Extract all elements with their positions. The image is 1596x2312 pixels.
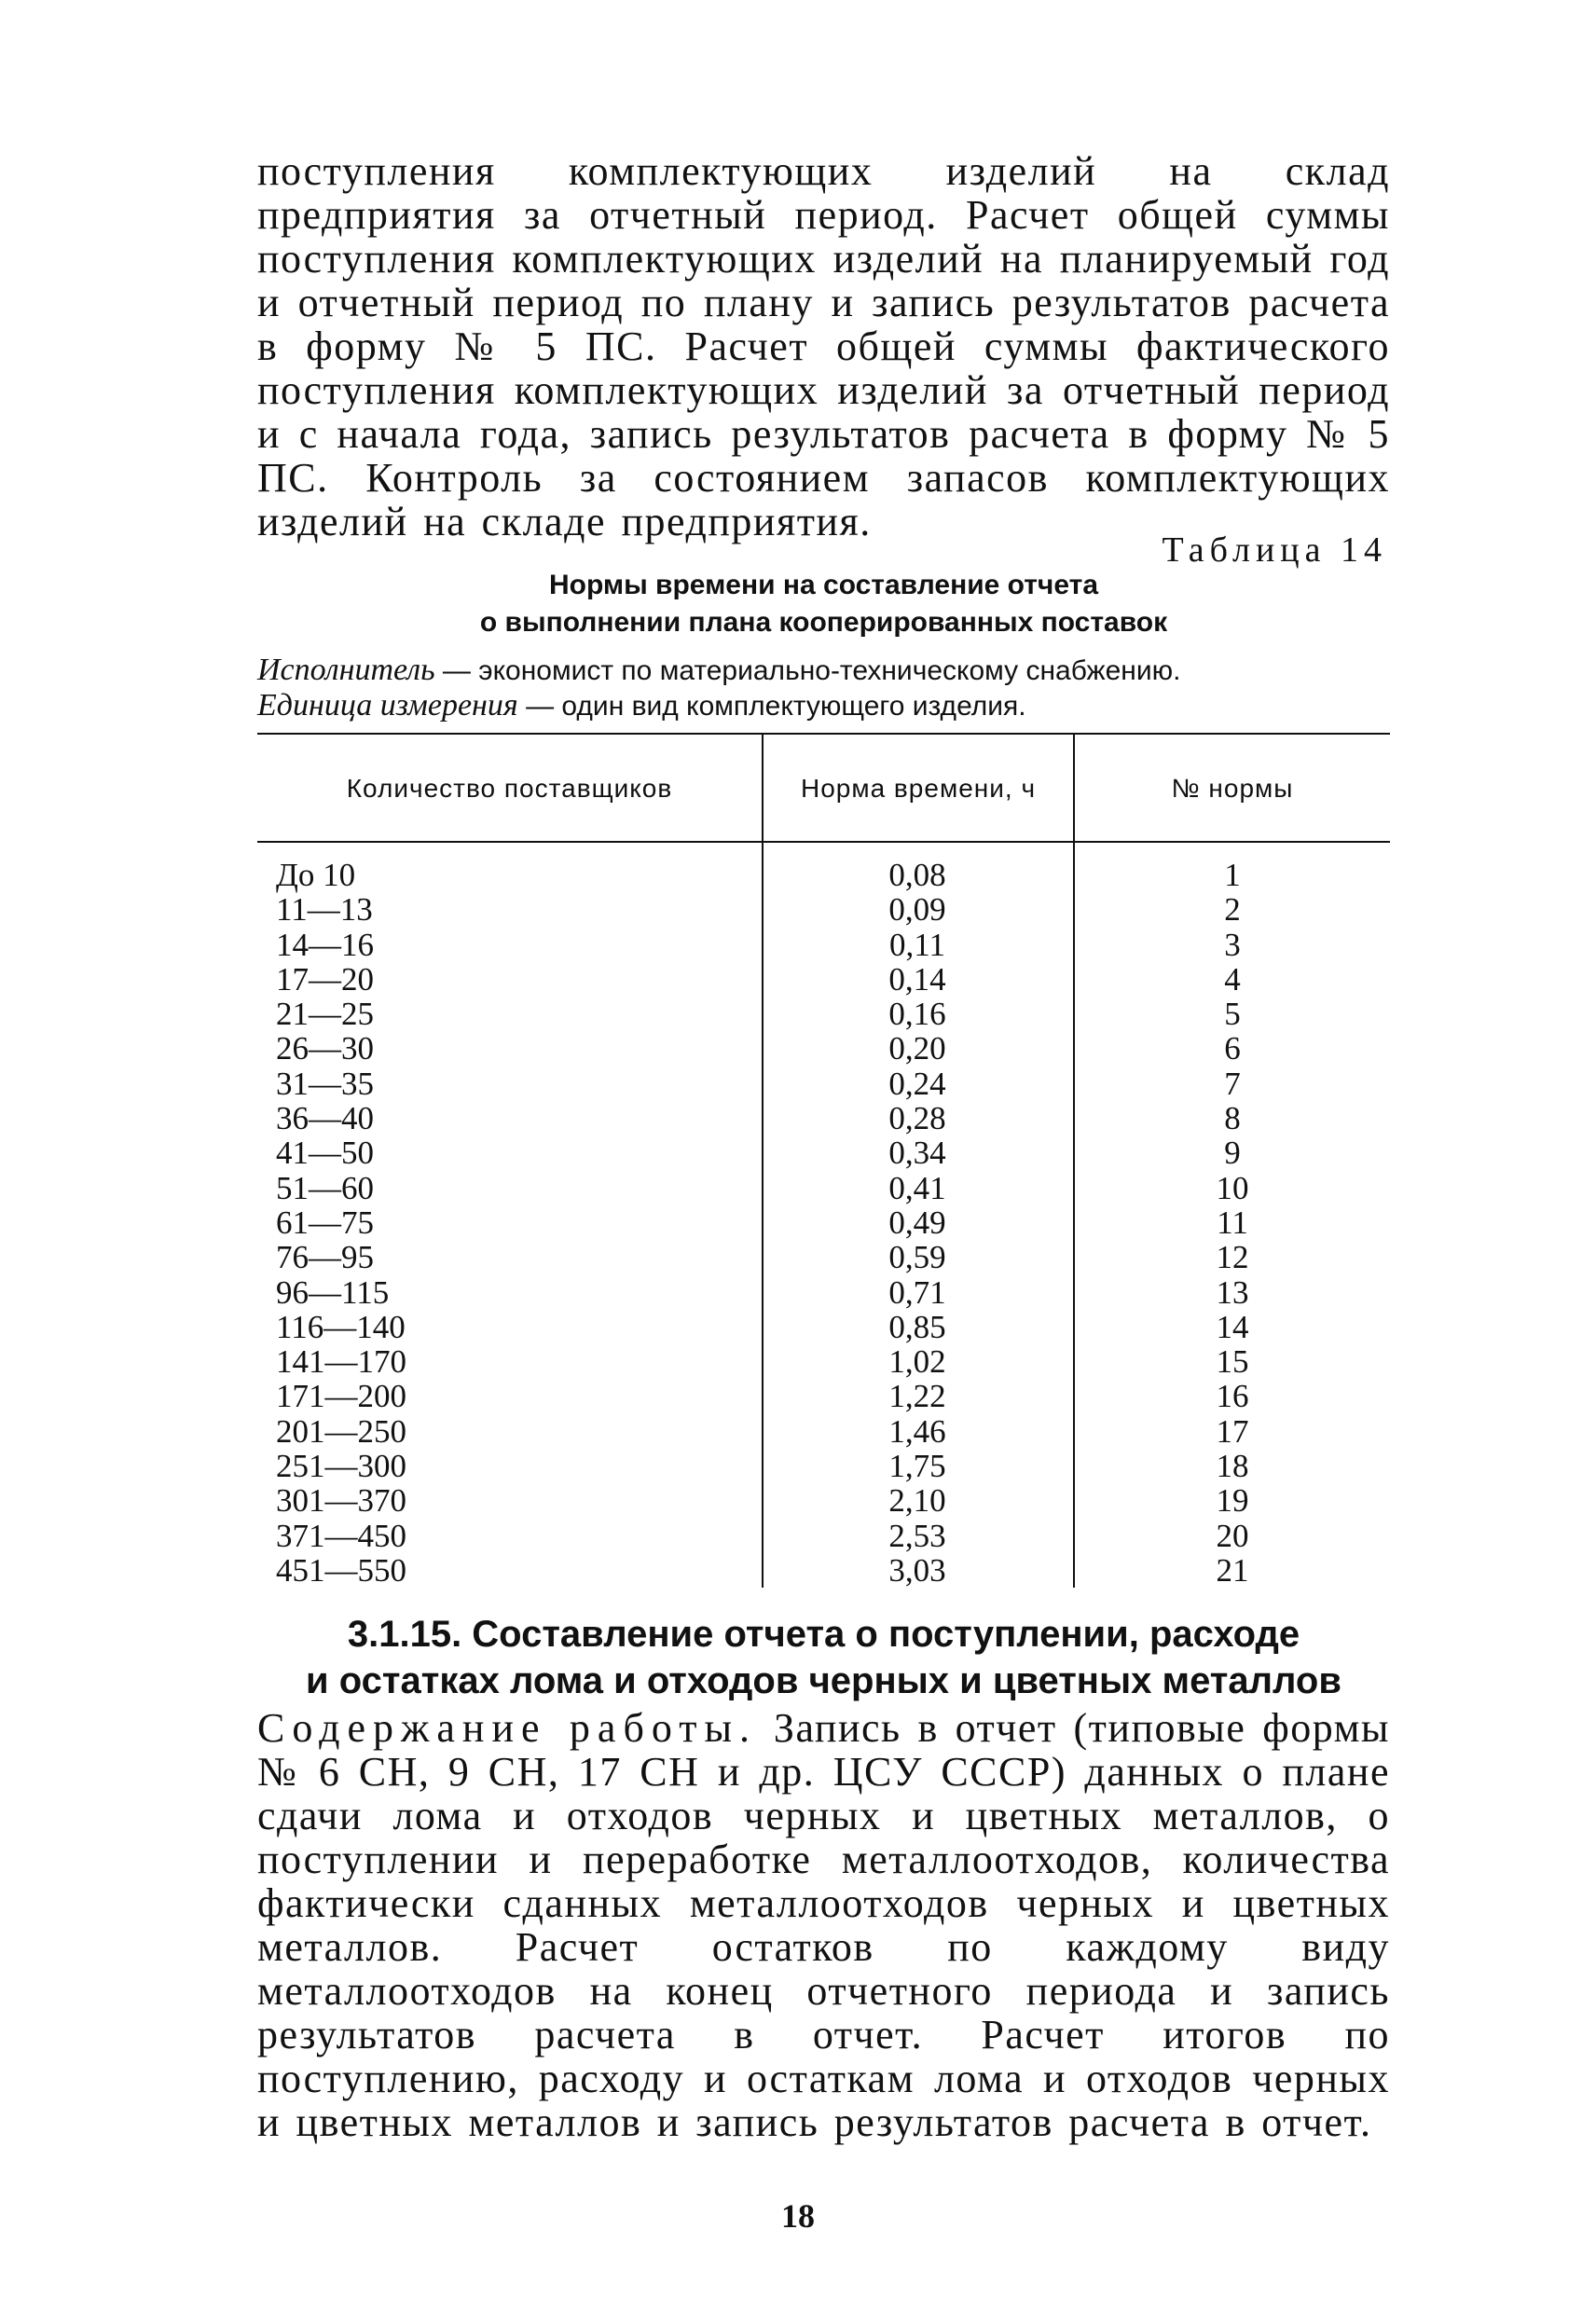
norm-number-cell: 1 [1224, 857, 1241, 893]
norm-number-cell: 4 [1224, 960, 1241, 998]
time-norm-cell: 1,75 [888, 1448, 946, 1485]
table-row [257, 1205, 1390, 1240]
time-norm-cell: 0,34 [888, 1135, 946, 1172]
time-norm-cell: 0,09 [888, 891, 946, 929]
norm-number-cell: 8 [1224, 1100, 1241, 1137]
suppliers-range-cell: 11—13 [276, 891, 373, 929]
norm-number-cell: 5 [1224, 996, 1241, 1033]
time-norm-cell: 1,22 [888, 1378, 946, 1415]
suppliers-range-cell: 451—550 [276, 1551, 406, 1589]
executor-label: Исполнитель [257, 653, 435, 687]
table-row [257, 997, 1390, 1031]
table-number: Таблица 14 [1162, 530, 1387, 570]
time-norm-cell: 0,59 [888, 1239, 946, 1276]
unit-text: — один вид комплектующего изделия. [517, 691, 1026, 722]
header-norm-number: № нормы [1171, 774, 1294, 803]
section-heading-line-1: 3.1.15. Составление отчета о поступлении, расходе [347, 1614, 1300, 1655]
time-norm-cell: 3,03 [888, 1551, 946, 1589]
norm-number-cell: 17 [1216, 1412, 1249, 1450]
norm-number-cell: 20 [1216, 1517, 1249, 1554]
section-lead: Содержание работы. [257, 1705, 758, 1751]
table-row [257, 928, 1390, 962]
norm-number-cell: 12 [1216, 1239, 1249, 1276]
time-norm-cell: 0,49 [888, 1204, 946, 1241]
suppliers-range-cell: 201—250 [276, 1412, 406, 1450]
norm-number-cell: 14 [1216, 1308, 1249, 1345]
norm-number-cell: 6 [1224, 1030, 1241, 1067]
suppliers-range-cell: 51—60 [276, 1169, 374, 1206]
time-norm-cell: 0,20 [888, 1030, 946, 1067]
top-paragraph: поступления комплектующих изделий на склад предприятия за отчетный период. Расчет общей суммы поступления комплектующих изделий на планируемый год и отчетный период по плану и запись результатов расчета в форму № 5 ПС. Расчет общей суммы фактического поступления комплектующих изделий за отчетный период и с начала года, запись результатов расчета в форму № 5 ПС. Контроль за состоянием запасов комплектующих изделий на складе предприятия. [257, 148, 1390, 544]
norm-number-cell: 21 [1216, 1551, 1249, 1589]
table-row [257, 1171, 1390, 1205]
suppliers-range-cell: 116—140 [276, 1308, 406, 1345]
time-norm-cell: 1,46 [888, 1412, 946, 1450]
table-row [257, 1101, 1390, 1135]
table-row [257, 1519, 1390, 1553]
norm-number-cell: 16 [1216, 1378, 1249, 1415]
table-top-rule [257, 733, 1390, 735]
suppliers-range-cell: 141—170 [276, 1343, 406, 1381]
table-row [257, 1275, 1390, 1310]
suppliers-range-cell: 171—200 [276, 1378, 406, 1415]
time-norm-cell: 0,11 [889, 926, 945, 963]
suppliers-range-cell: 251—300 [276, 1448, 406, 1485]
suppliers-range-cell: 61—75 [276, 1204, 374, 1241]
norm-number-cell: 19 [1216, 1482, 1249, 1520]
table-row [257, 1135, 1390, 1170]
suppliers-range-cell: 36—40 [276, 1100, 374, 1137]
table-title [257, 567, 1390, 641]
table-title-line-1: Нормы времени на составление отчета [548, 570, 1099, 600]
norm-number-cell: 10 [1216, 1169, 1249, 1206]
time-norm-cell: 0,71 [888, 1273, 946, 1311]
table-row [257, 858, 1390, 892]
table-row [257, 892, 1390, 927]
page-number: 18 [781, 2197, 815, 2235]
table-row [257, 1449, 1390, 1483]
time-norm-cell: 0,24 [888, 1065, 946, 1102]
table-row [257, 962, 1390, 997]
time-norm-cell: 2,10 [888, 1482, 946, 1520]
header-time-norm: Норма времени, ч [800, 774, 1037, 803]
suppliers-range-cell: 31—35 [276, 1065, 374, 1102]
suppliers-range-cell: 96—115 [276, 1273, 390, 1311]
section-heading [257, 1611, 1390, 1704]
executor-line [257, 653, 1390, 689]
suppliers-range-cell: 41—50 [276, 1135, 374, 1172]
norm-number-cell: 7 [1224, 1065, 1241, 1102]
norms-table [257, 733, 1390, 1588]
suppliers-range-cell: 371—450 [276, 1517, 406, 1554]
table-row [257, 1344, 1390, 1379]
table-row [257, 1379, 1390, 1413]
table-row [257, 1553, 1390, 1588]
table-row [257, 1240, 1390, 1274]
executor-text: — экономист по материально-техническому снабжению. [434, 655, 1181, 686]
time-norm-cell: 0,16 [888, 996, 946, 1033]
time-norm-cell: 0,08 [888, 857, 946, 893]
suppliers-range-cell: 301—370 [276, 1482, 406, 1520]
table-header-rule [257, 841, 1390, 843]
norm-number-cell: 2 [1224, 891, 1241, 929]
section-body [257, 1706, 1390, 2144]
suppliers-range-cell: 76—95 [276, 1239, 374, 1276]
table-row [257, 1031, 1390, 1066]
section-heading-line-2: и остатках лома и отходов черных и цветных металлов [306, 1660, 1341, 1701]
time-norm-cell: 0,28 [888, 1100, 946, 1137]
suppliers-range-cell: 17—20 [276, 960, 374, 998]
norm-number-cell: 18 [1216, 1448, 1249, 1485]
table-title-line-2: о выполнении плана кооперированных поставок [479, 607, 1168, 638]
suppliers-range-cell: До 10 [276, 857, 356, 893]
norm-number-cell: 3 [1224, 926, 1241, 963]
norm-number-cell: 11 [1217, 1204, 1248, 1241]
time-norm-cell: 0,14 [888, 960, 946, 998]
unit-line [257, 688, 1390, 724]
norm-number-cell: 9 [1224, 1135, 1241, 1172]
table-row [257, 1310, 1390, 1344]
suppliers-range-cell: 21—25 [276, 996, 374, 1033]
time-norm-cell: 0,85 [888, 1308, 946, 1345]
unit-label: Единица измерения [257, 688, 518, 722]
table-row [257, 1414, 1390, 1449]
suppliers-range-cell: 26—30 [276, 1030, 374, 1067]
time-norm-cell: 1,02 [888, 1343, 946, 1381]
time-norm-cell: 2,53 [888, 1517, 946, 1554]
table-row [257, 1067, 1390, 1101]
suppliers-range-cell: 14—16 [276, 926, 374, 963]
table-row [257, 1483, 1390, 1518]
section-text: Запись в отчет (типовые формы № 6 СН, 9 СН, 17 СН и др. ЦСУ СССР) данных о плане сдачи лома и отходов черных и цветных металлов, о поступлении и переработке металлоотходов, количества фактически сданных металлоотходов черных и цветных металлов. Расчет остатков по каждому виду металлоотходов на конец отчетного периода и запись результатов расчета в отчет. Расчет итогов по поступлению, расходу и остаткам лома и отходов черных и цветных металлов и запись результатов расчета в отчет. [257, 1705, 1390, 2145]
time-norm-cell: 0,41 [888, 1169, 946, 1206]
norm-number-cell: 15 [1216, 1343, 1249, 1381]
norm-number-cell: 13 [1216, 1273, 1249, 1311]
header-suppliers-count: Количество поставщиков [346, 774, 673, 803]
table-body [257, 858, 1390, 1588]
